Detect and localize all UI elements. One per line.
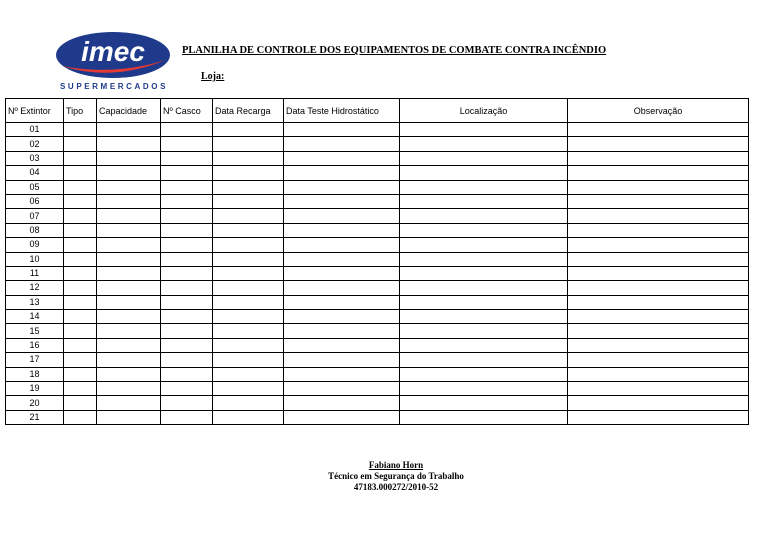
- signature-registration: 47183.000272/2010-52: [353, 482, 439, 492]
- col-header-observacao: Observação: [568, 99, 749, 123]
- table-cell[interactable]: [64, 410, 97, 424]
- table-row: [6, 252, 749, 266]
- table-cell[interactable]: [97, 367, 161, 381]
- table-cell[interactable]: [213, 166, 284, 180]
- table-cell[interactable]: [568, 151, 749, 165]
- table-cell[interactable]: [400, 223, 568, 237]
- table-cell[interactable]: [64, 338, 97, 352]
- table-cell[interactable]: [284, 295, 400, 309]
- table-cell[interactable]: [213, 382, 284, 396]
- table-cell[interactable]: [161, 166, 213, 180]
- table-cell[interactable]: [400, 266, 568, 280]
- table-cell[interactable]: [161, 266, 213, 280]
- table-row: [6, 295, 749, 309]
- extintor-number-cell: 15: [6, 324, 64, 338]
- table-cell[interactable]: [284, 338, 400, 352]
- extintor-number-cell: 01: [6, 123, 64, 137]
- table-cell[interactable]: [284, 180, 400, 194]
- table-cell[interactable]: [213, 238, 284, 252]
- table-row: [6, 137, 749, 151]
- table-cell[interactable]: [161, 123, 213, 137]
- table-cell[interactable]: [213, 194, 284, 208]
- table-cell[interactable]: [568, 410, 749, 424]
- imec-logo-mark: [54, 30, 172, 80]
- table-cell[interactable]: [97, 295, 161, 309]
- table-cell[interactable]: [400, 238, 568, 252]
- table-cell[interactable]: [400, 252, 568, 266]
- table-cell[interactable]: [161, 194, 213, 208]
- table-cell[interactable]: [213, 396, 284, 410]
- table-cell[interactable]: [400, 338, 568, 352]
- table-cell[interactable]: [400, 367, 568, 381]
- extintor-number-cell: 11: [6, 266, 64, 280]
- table-cell[interactable]: [64, 324, 97, 338]
- table-row: [6, 223, 749, 237]
- table-cell[interactable]: [400, 180, 568, 194]
- col-header-tipo: Tipo: [64, 99, 97, 123]
- table-cell[interactable]: [284, 223, 400, 237]
- table-cell[interactable]: [161, 310, 213, 324]
- table-cell[interactable]: [284, 382, 400, 396]
- table-row: [6, 353, 749, 367]
- table-cell[interactable]: [161, 252, 213, 266]
- table-row: [6, 209, 749, 223]
- table-row: [6, 238, 749, 252]
- logo-subtitle: SUPERMERCADOS: [60, 82, 169, 91]
- table-cell[interactable]: [284, 123, 400, 137]
- table-cell[interactable]: [213, 266, 284, 280]
- table-cell[interactable]: [400, 137, 568, 151]
- table-cell[interactable]: [97, 382, 161, 396]
- table-cell[interactable]: [284, 151, 400, 165]
- table-cell[interactable]: [568, 252, 749, 266]
- extintor-number-cell: 06: [6, 194, 64, 208]
- col-header-data-teste: Data Teste Hidrostático: [284, 99, 400, 123]
- extintor-number-cell: 21: [6, 410, 64, 424]
- table-cell[interactable]: [213, 367, 284, 381]
- table-cell[interactable]: [64, 238, 97, 252]
- table-cell[interactable]: [161, 295, 213, 309]
- table-cell[interactable]: [161, 396, 213, 410]
- table-cell[interactable]: [64, 382, 97, 396]
- table-cell[interactable]: [400, 295, 568, 309]
- extinguisher-control-table: [5, 98, 749, 425]
- table-cell[interactable]: [97, 266, 161, 280]
- table-row: [6, 151, 749, 165]
- logo-brand-text: imec: [81, 36, 145, 67]
- extintor-number-cell: 19: [6, 382, 64, 396]
- table-cell[interactable]: [284, 266, 400, 280]
- table-cell[interactable]: [97, 166, 161, 180]
- table-cell[interactable]: [284, 410, 400, 424]
- table-cell[interactable]: [161, 180, 213, 194]
- table-cell[interactable]: [161, 324, 213, 338]
- table-cell[interactable]: [400, 353, 568, 367]
- extintor-number-cell: 16: [6, 338, 64, 352]
- table-cell[interactable]: [284, 252, 400, 266]
- table-cell[interactable]: [64, 396, 97, 410]
- extintor-number-cell: 08: [6, 223, 64, 237]
- table-cell[interactable]: [64, 123, 97, 137]
- table-cell[interactable]: [97, 396, 161, 410]
- col-header-localizacao: Localização: [400, 99, 568, 123]
- extintor-number-cell: 05: [6, 180, 64, 194]
- table-cell[interactable]: [213, 180, 284, 194]
- table-cell[interactable]: [568, 295, 749, 309]
- table-cell[interactable]: [400, 382, 568, 396]
- signature-role: Técnico em Segurança do Trabalho: [328, 471, 464, 481]
- table-row: [6, 396, 749, 410]
- store-field-label: Loja:: [201, 71, 225, 82]
- table-cell[interactable]: [97, 324, 161, 338]
- table-cell[interactable]: [161, 137, 213, 151]
- table-cell[interactable]: [400, 310, 568, 324]
- table-cell[interactable]: [568, 281, 749, 295]
- table-cell[interactable]: [213, 324, 284, 338]
- table-cell[interactable]: [568, 137, 749, 151]
- table-cell[interactable]: [284, 194, 400, 208]
- table-cell[interactable]: [400, 281, 568, 295]
- table-cell[interactable]: [213, 209, 284, 223]
- signature-name: Fabiano Horn: [368, 460, 424, 470]
- table-cell[interactable]: [97, 137, 161, 151]
- table-cell[interactable]: [64, 252, 97, 266]
- table-cell[interactable]: [213, 295, 284, 309]
- table-cell[interactable]: [64, 209, 97, 223]
- table-cell[interactable]: [568, 396, 749, 410]
- table-cell[interactable]: [161, 410, 213, 424]
- table-cell[interactable]: [213, 310, 284, 324]
- table-cell[interactable]: [400, 151, 568, 165]
- table-cell[interactable]: [213, 223, 284, 237]
- table-cell[interactable]: [568, 338, 749, 352]
- col-header-data-recarga: Data Recarga: [213, 99, 284, 123]
- col-header-capacidade: Capacidade: [97, 99, 161, 123]
- table-row: [6, 281, 749, 295]
- extintor-number-cell: 12: [6, 281, 64, 295]
- table-cell[interactable]: [568, 367, 749, 381]
- extintor-number-cell: 02: [6, 137, 64, 151]
- table-cell[interactable]: [161, 382, 213, 396]
- signature-block: [240, 460, 552, 493]
- table-row: [6, 382, 749, 396]
- table-cell[interactable]: [284, 396, 400, 410]
- table-cell[interactable]: [568, 123, 749, 137]
- table-cell[interactable]: [97, 223, 161, 237]
- extintor-number-cell: 10: [6, 252, 64, 266]
- table-row: [6, 410, 749, 424]
- table-cell[interactable]: [64, 367, 97, 381]
- table-cell[interactable]: [568, 310, 749, 324]
- table-cell[interactable]: [213, 410, 284, 424]
- table-cell[interactable]: [161, 367, 213, 381]
- table-cell[interactable]: [400, 123, 568, 137]
- extintor-number-cell: 18: [6, 367, 64, 381]
- table-cell[interactable]: [568, 353, 749, 367]
- table-cell[interactable]: [400, 209, 568, 223]
- table-cell[interactable]: [64, 137, 97, 151]
- table-row: [6, 310, 749, 324]
- table-row: [6, 194, 749, 208]
- table-cell[interactable]: [568, 223, 749, 237]
- table-row: [6, 338, 749, 352]
- table-cell[interactable]: [284, 281, 400, 295]
- table-cell[interactable]: [284, 166, 400, 180]
- table-cell[interactable]: [400, 194, 568, 208]
- table-cell[interactable]: [213, 353, 284, 367]
- table-cell[interactable]: [161, 209, 213, 223]
- table-cell[interactable]: [284, 310, 400, 324]
- table-cell[interactable]: [97, 410, 161, 424]
- table-cell[interactable]: [213, 252, 284, 266]
- table-cell[interactable]: [400, 324, 568, 338]
- table-row: [6, 266, 749, 280]
- table-cell[interactable]: [97, 281, 161, 295]
- table-cell[interactable]: [64, 353, 97, 367]
- table-cell[interactable]: [284, 353, 400, 367]
- table-cell[interactable]: [568, 180, 749, 194]
- col-header-extintor: Nº Extintor: [6, 99, 64, 123]
- table-cell[interactable]: [97, 238, 161, 252]
- table-cell[interactable]: [213, 151, 284, 165]
- table-cell[interactable]: [161, 151, 213, 165]
- table-cell[interactable]: [64, 266, 97, 280]
- table-cell[interactable]: [97, 194, 161, 208]
- extintor-number-cell: 03: [6, 151, 64, 165]
- extintor-number-cell: 07: [6, 209, 64, 223]
- table-cell[interactable]: [161, 338, 213, 352]
- table-cell[interactable]: [64, 194, 97, 208]
- table-row: [6, 180, 749, 194]
- table-cell[interactable]: [568, 194, 749, 208]
- table-cell[interactable]: [64, 180, 97, 194]
- table-cell[interactable]: [400, 166, 568, 180]
- table-row: [6, 166, 749, 180]
- table-cell[interactable]: [97, 180, 161, 194]
- table-cell[interactable]: [213, 338, 284, 352]
- table-cell[interactable]: [568, 166, 749, 180]
- extintor-number-cell: 09: [6, 238, 64, 252]
- extintor-number-cell: 13: [6, 295, 64, 309]
- table-cell[interactable]: [97, 310, 161, 324]
- table-cell[interactable]: [284, 367, 400, 381]
- table-cell[interactable]: [284, 137, 400, 151]
- table-cell[interactable]: [97, 209, 161, 223]
- table-cell[interactable]: [97, 252, 161, 266]
- table-cell[interactable]: [64, 310, 97, 324]
- table-cell[interactable]: [161, 223, 213, 237]
- table-cell[interactable]: [161, 353, 213, 367]
- table-cell[interactable]: [400, 396, 568, 410]
- table-cell[interactable]: [400, 410, 568, 424]
- col-header-casco: Nº Casco: [161, 99, 213, 123]
- table-cell[interactable]: [568, 324, 749, 338]
- table-body: [6, 123, 749, 425]
- extintor-number-cell: 04: [6, 166, 64, 180]
- table-cell[interactable]: [97, 338, 161, 352]
- table-cell[interactable]: [161, 238, 213, 252]
- company-logo: [52, 30, 177, 94]
- table-cell[interactable]: [284, 209, 400, 223]
- table-row: [6, 123, 749, 137]
- table-cell[interactable]: [64, 223, 97, 237]
- extintor-number-cell: 20: [6, 396, 64, 410]
- table-cell[interactable]: [213, 281, 284, 295]
- table-cell[interactable]: [284, 324, 400, 338]
- table-cell[interactable]: [568, 382, 749, 396]
- table-cell[interactable]: [97, 151, 161, 165]
- table-cell[interactable]: [64, 166, 97, 180]
- table-cell[interactable]: [97, 353, 161, 367]
- table-cell[interactable]: [213, 123, 284, 137]
- page-title: PLANILHA DE CONTROLE DOS EQUIPAMENTOS DE COMBATE CONTRA INCÊNDIO: [182, 45, 607, 56]
- table-cell[interactable]: [568, 209, 749, 223]
- table-row: [6, 324, 749, 338]
- table-header-row: [6, 99, 749, 123]
- table-cell[interactable]: [284, 238, 400, 252]
- extintor-number-cell: 14: [6, 310, 64, 324]
- table-cell[interactable]: [568, 238, 749, 252]
- table-row: [6, 367, 749, 381]
- table-cell[interactable]: [64, 151, 97, 165]
- table-cell[interactable]: [64, 281, 97, 295]
- table-cell[interactable]: [568, 266, 749, 280]
- table-cell[interactable]: [97, 123, 161, 137]
- table-cell[interactable]: [64, 295, 97, 309]
- table-cell[interactable]: [213, 137, 284, 151]
- table-cell[interactable]: [161, 281, 213, 295]
- extintor-number-cell: 17: [6, 353, 64, 367]
